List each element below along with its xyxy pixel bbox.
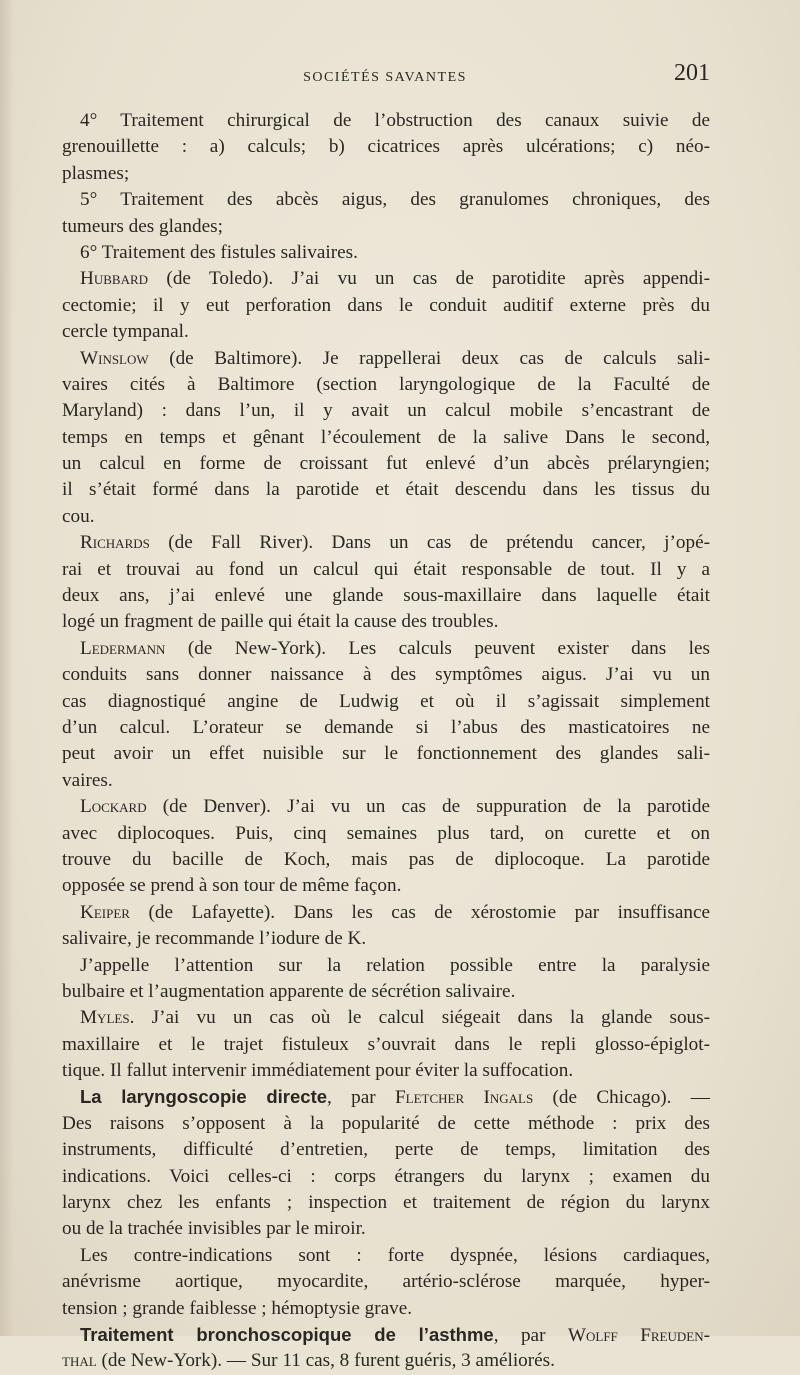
line-text: logé un fragment de paille qui était la cause des troubles. [62,611,499,633]
speaker-name: Lockard [80,796,147,818]
text-line [62,293,710,319]
line-text: (de Baltimore). Je rappellerai deux cas de calculs sali- [148,347,710,369]
speaker-name: Ledermann [80,637,166,659]
line-text: (de New-York). — Sur 11 cas, 8 furent guéris, 3 améliorés. [96,1350,555,1372]
line-text: vaires. [62,769,113,791]
text-line [62,161,710,187]
line-text: instruments, difficulté d’entretien, perte de temps, limitation des [62,1139,710,1161]
page-number: 201 [674,60,710,86]
text-line [62,715,710,741]
line-text: cou. [62,505,95,527]
line-text: cectomie; il y eut perforation dans le conduit auditif externe près du [62,294,710,316]
speaker-name: Myles [80,1007,130,1029]
line-text: bulbaire et l’augmentation apparente de sécrétion salivaire. [62,980,516,1002]
line-text: 5° Traitement des abcès aigus, des granulomes chroniques, des [80,189,710,211]
text-line [62,1058,710,1084]
text-line [62,1137,710,1163]
line-text: salivaire, je recommande l’iodure de K. [62,928,367,950]
speaker-name: Hubbard [80,268,149,290]
text-line [62,583,710,609]
line-text: larynx chez les enfants ; inspection et traitement de région du larynx [62,1192,710,1214]
text-line [62,689,710,715]
text-line [62,451,710,477]
line-text: d’un calcul. L’orateur se demande si l’abus des masticatoires ne [62,716,710,738]
line-text: temps en temps et gênant l’écoulement de la salive Dans le second, [62,426,710,448]
text-line [62,1296,710,1322]
text-line [62,266,710,292]
running-title: SOCIÉTÉS SAVANTES [303,70,467,85]
line-text: (de Fall River). Dans un cas de prétendu cancer, j’opé- [149,532,710,554]
line-text: il s’était formé dans la parotide et était descendu dans les tissus du [62,479,710,501]
line-text: (de Denver). J’ai vu un cas de suppuration de la parotide [146,796,710,818]
text-line [62,1243,710,1269]
text-line [62,108,710,134]
text-line [62,1190,710,1216]
text-line [62,1216,710,1242]
text-line [62,1032,710,1058]
text-line [62,346,710,372]
text-line [62,319,710,345]
text-line [62,214,710,240]
line-text: plasmes; [62,162,130,184]
line-text: tumeurs des glandes; [62,215,223,237]
section-heading: La laryngoscopie directe [80,1086,328,1108]
line-text: (de Chicago). — [533,1087,710,1109]
text-line [62,425,710,451]
text-line [62,372,710,398]
text-line [62,1322,710,1348]
speaker-name: Keiper [80,901,130,923]
text-line [62,873,710,899]
line-text: peut avoir un effet nuisible sur le fonctionnement des glandes sali- [62,743,710,765]
author-name: Fletcher Ingals [394,1087,534,1109]
line-text: Les contre-indications sont : forte dyspnée, lésions cardiaques, [80,1244,710,1266]
text-line [62,504,710,530]
text-line [62,926,710,952]
text-line [62,609,710,635]
text-line [62,636,710,662]
line-text: 6° Traitement des fistules salivaires. [80,241,358,263]
line-text: , par [327,1087,395,1109]
line-text: Maryland) : dans l’un, il y avait un calcul mobile s’encastrant de [62,400,710,422]
text-line [62,900,710,926]
text-line [62,240,710,266]
line-text: J’appelle l’attention sur la relation possible entre la paralysie [80,954,710,976]
section-heading: Traitement bronchoscopique de l’asthme [80,1323,494,1345]
text-line [62,557,710,583]
text-line [62,1111,710,1137]
line-text: (de New-York). Les calculs peuvent exister dans les [165,637,710,659]
text-line [62,768,710,794]
line-text: 4° Traitement chirurgical de l’obstruction des canaux suivie de [80,110,710,131]
line-text: Des raisons s’opposent à la popularité de cette méthode : prix des [62,1112,710,1134]
line-text: conduits sans donner naissance à des symptômes aigus. J’ai vu un [62,664,710,686]
line-text: , par [493,1324,568,1346]
line-text: opposée se prend à son tour de même façon. [62,875,402,897]
line-text: (de Lafayette). Dans les cas de xérostomie par insuffisance [129,901,710,923]
text-line [62,662,710,688]
line-text: rai et trouvai au fond un calcul qui était responsable de tout. Il y a [62,558,710,580]
speaker-name: thal [62,1350,97,1372]
line-text: tique. Il fallut intervenir immédiatement pour éviter la suffocation. [62,1060,574,1082]
text-line [62,1005,710,1031]
line-text: avec diplocoques. Puis, cinq semaines plus tard, on curette et on [62,822,710,844]
text-line [62,794,710,820]
text-line [62,979,710,1005]
speaker-name: Winslow [80,347,149,369]
author-name: Wolff Freuden- [567,1324,710,1346]
line-text: grenouillette : a) calculs; b) cicatrices après ulcérations; c) néo- [62,136,710,158]
line-text: deux ans, j’ai enlevé une glande sous-maxillaire dans laquelle était [62,585,710,607]
text-line [62,821,710,847]
text-line [62,741,710,767]
line-text: cercle tympanal. [62,321,189,343]
line-text: anévrisme aortique, myocardite, artério-sclérose marquée, hyper- [62,1271,710,1293]
line-text: maxillaire et le trajet fistuleux s’ouvrait dans le repli glosso-épiglot- [62,1033,710,1055]
text-line [62,530,710,556]
line-text: (de Toledo). J’ai vu un cas de parotidite après appendi- [148,268,710,290]
text-line [62,1269,710,1295]
line-text: trouve du bacille de Koch, mais pas de diplocoque. La parotide [62,848,710,870]
text-line [62,847,710,873]
line-text: vaires cités à Baltimore (section laryngologique de la Faculté de [62,373,710,395]
text-line [62,398,710,424]
text-line [62,477,710,503]
text-line [62,1084,710,1110]
text-line [62,953,710,979]
line-text: tension ; grande faiblesse ; hémoptysie grave. [62,1297,413,1319]
speaker-name: Richards [80,532,150,554]
page-edge-shadow [0,0,14,1336]
text-line [62,1164,710,1190]
page-header [60,60,710,94]
text-line [62,1348,710,1374]
line-text: indications. Voici celles-ci : corps étrangers du larynx ; examen du [62,1165,710,1187]
body-text [62,108,710,1375]
line-text: . J’ai vu un cas où le calcul siégeait dans la glande sous- [129,1007,710,1029]
line-text: ou de la trachée invisibles par le miroir. [62,1218,366,1240]
line-text: cas diagnostiqué angine de Ludwig et où il s’agissait simplement [62,690,710,712]
line-text: un calcul en forme de croissant fut enlevé d’un abcès prélaryngien; [62,453,710,475]
text-line [62,134,710,160]
text-line [62,187,710,213]
